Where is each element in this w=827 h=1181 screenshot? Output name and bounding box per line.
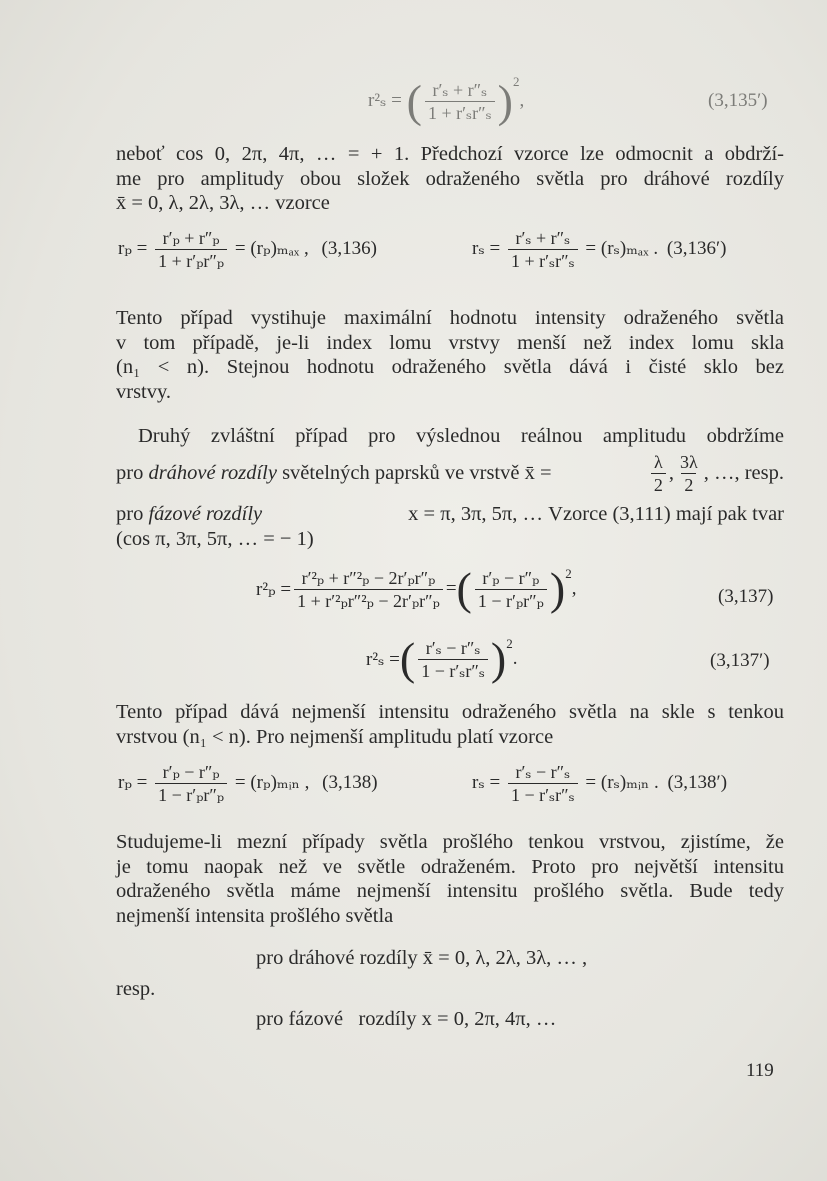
text-line: Tento případ dává nejmenší intensitu odraženého světla na skle s tenkou [116,701,784,723]
denominator: 1 + r′ₚr″ₚ [155,249,227,271]
denominator: 1 + r′ₛr″ₛ [508,249,578,271]
denominator: 2 [651,473,666,495]
paren-close: ) [549,563,566,614]
fraction [508,228,578,271]
equation-number: (3,136′) [666,237,727,259]
paragraph-5 [116,830,784,928]
fraction [418,638,488,681]
exponent: 2 [565,566,572,581]
equation-number: (3,138) [322,771,378,793]
text-line: me pro amplitudy obou složek odraženého světla pro dráhové rozdíly [116,167,784,190]
text-line: x̄ = 0, λ, 2λ, 3λ, … vzorce [116,192,330,214]
text-line: odraženého světla máme nejmenší intensitu prošlého světla. Bude tedy [116,880,784,902]
resp-label: resp. [116,978,156,1000]
eq-rhs: = (rₚ)ₘᵢₙ , [234,771,310,793]
eq-sign: = [445,578,457,599]
denominator: 2 [681,473,696,495]
eq-punct: . [512,648,518,669]
paragraph-3-line-4: (cos π, 3π, 5π, … = − 1) [116,528,314,550]
equation-number: (3,135′) [708,90,768,111]
denominator: 1 − r′ₛr″ₛ [418,659,488,681]
fraction [425,80,495,123]
eq-rhs: = (rₛ)ₘₐₓ . [585,237,659,259]
paragraph-4 [116,700,784,749]
fraction [508,762,578,805]
text-line: v tom případě, je-li index lomu vrstvy menší než index lomu skla [116,331,784,354]
equation-number: (3,138′) [667,771,728,793]
word: , …, resp. [703,462,784,484]
fraction [294,568,443,611]
fraction [677,452,701,495]
text-line: vrstvou (n₁ < n). Pro nejmenší amplitudu platí vzorce [116,725,554,748]
page-number: 119 [746,1060,774,1081]
paragraph-2 [116,306,784,404]
paragraph-3-line-2 [116,452,784,495]
exponent: 2 [513,74,520,89]
equation-3-137-prime [366,633,518,684]
condition-line-2: pro fázové rozdíly x = 0, 2π, 4π, … [256,1008,557,1030]
numerator: 3λ [679,452,698,472]
equation-number: (3,137) [718,586,774,607]
condition-line-1: pro dráhové rozdíly x̄ = 0, λ, 2λ, 3λ, … , [256,947,588,969]
equation-3-138-prime [472,762,727,805]
equation-3-136-prime [472,228,726,271]
text-line: neboť cos 0, 2π, 4π, … = + 1. Předchozí vzorce lze odmocnit a obdrží- [116,143,784,165]
denominator: 1 + r′ₛr″ₛ [425,101,495,123]
text-line: je tomu naopak než ve světle odraženém. Proto pro největší intensitu [116,855,784,878]
eq-lhs: r²ₛ = [368,90,402,111]
eq-lhs: rₚ = [118,237,148,259]
eq-lhs: rₛ = [472,237,501,259]
equation-number: (3,137′) [710,650,770,671]
text-line: Druhý zvláštní případ pro výslednou reálnou amplitudu obdržíme [138,425,784,447]
text-fragment [116,462,552,485]
paren-open: ( [406,75,422,127]
equation-3-135-prime [368,74,524,125]
equation-3-138 [118,762,378,805]
fraction-list: $\frac{\lambda}{2}$ , $\frac{3\lambda}{2}$ , …, resp. [648,452,784,495]
eq-lhs: r²ₚ = [256,578,292,600]
eq-rhs: = (rₚ)ₘₐₓ , [234,237,309,259]
denominator: 1 + r′²ₚr″²ₚ − 2r′ₚr″ₚ [294,589,443,611]
fraction [155,762,227,805]
denominator: 1 − r′ₚr″ₚ [155,783,227,805]
numerator: λ [653,452,663,472]
numerator: r′ₛ + r″ₛ [515,228,571,248]
paragraph-3-line-3 [116,502,784,527]
numerator: r′ₛ − r″ₛ [425,637,481,658]
text-line: nejmenší intensita prošlého světla [116,904,394,927]
denominator: 1 − r′ₛr″ₛ [508,783,578,805]
numerator: r′ₚ + r″ₚ [162,228,220,248]
equation-3-136 [118,228,377,271]
exponent: 2 [506,636,513,651]
equation-number: (3,136) [321,237,377,259]
word: světelných paprsků ve vrstvě x̄ = [282,462,552,484]
text-fragment [116,502,262,527]
numerator: r′ₛ + r″ₛ [432,80,488,101]
italic-term: dráhové rozdíly [148,462,277,484]
fraction [475,568,547,611]
text-line: Studujeme-li mezní případy světla prošlého tenkou vrstvou, zjistíme, že [116,831,784,853]
paragraph-3 [116,424,784,449]
eq-rhs: = (rₛ)ₘᵢₙ . [585,771,659,793]
italic-term: fázové rozdíly [148,503,263,525]
eq-punct: , [519,90,525,111]
equation-3-137 [256,563,577,614]
word: pro [116,462,144,484]
numerator: r′²ₚ + r″²ₚ − 2r′ₚr″ₚ [301,567,436,588]
paren-open: ( [399,633,416,684]
text-line: (n₁ < n). Stejnou hodnotu odraženého světla dává i čisté sklo bez [116,356,784,378]
numerator: r′ₚ − r″ₚ [482,567,540,588]
word: pro [116,503,144,525]
numerator: r′ₛ − r″ₛ [515,762,571,782]
eq-lhs: rₛ = [472,771,501,793]
denominator: 1 − r′ₚr″ₚ [475,589,547,611]
paragraph-1 [116,142,784,216]
word: x = π, 3π, 5π, … Vzorce (3,111) mají pak tvar [408,503,784,525]
paren-close: ) [490,633,507,684]
numerator: r′ₚ − r″ₚ [162,762,220,782]
eq-lhs: r²ₛ = [366,648,400,670]
text-line: vrstvy. [116,380,172,403]
text-line: Tento případ vystihuje maximální hodnotu intensity odraženého světla [116,307,784,329]
fraction [651,452,666,495]
eq-lhs: rₚ = [118,771,148,793]
paren-close: ) [497,75,513,127]
paren-open: ( [456,563,472,614]
fraction [155,228,227,271]
eq-punct: , [571,578,577,599]
